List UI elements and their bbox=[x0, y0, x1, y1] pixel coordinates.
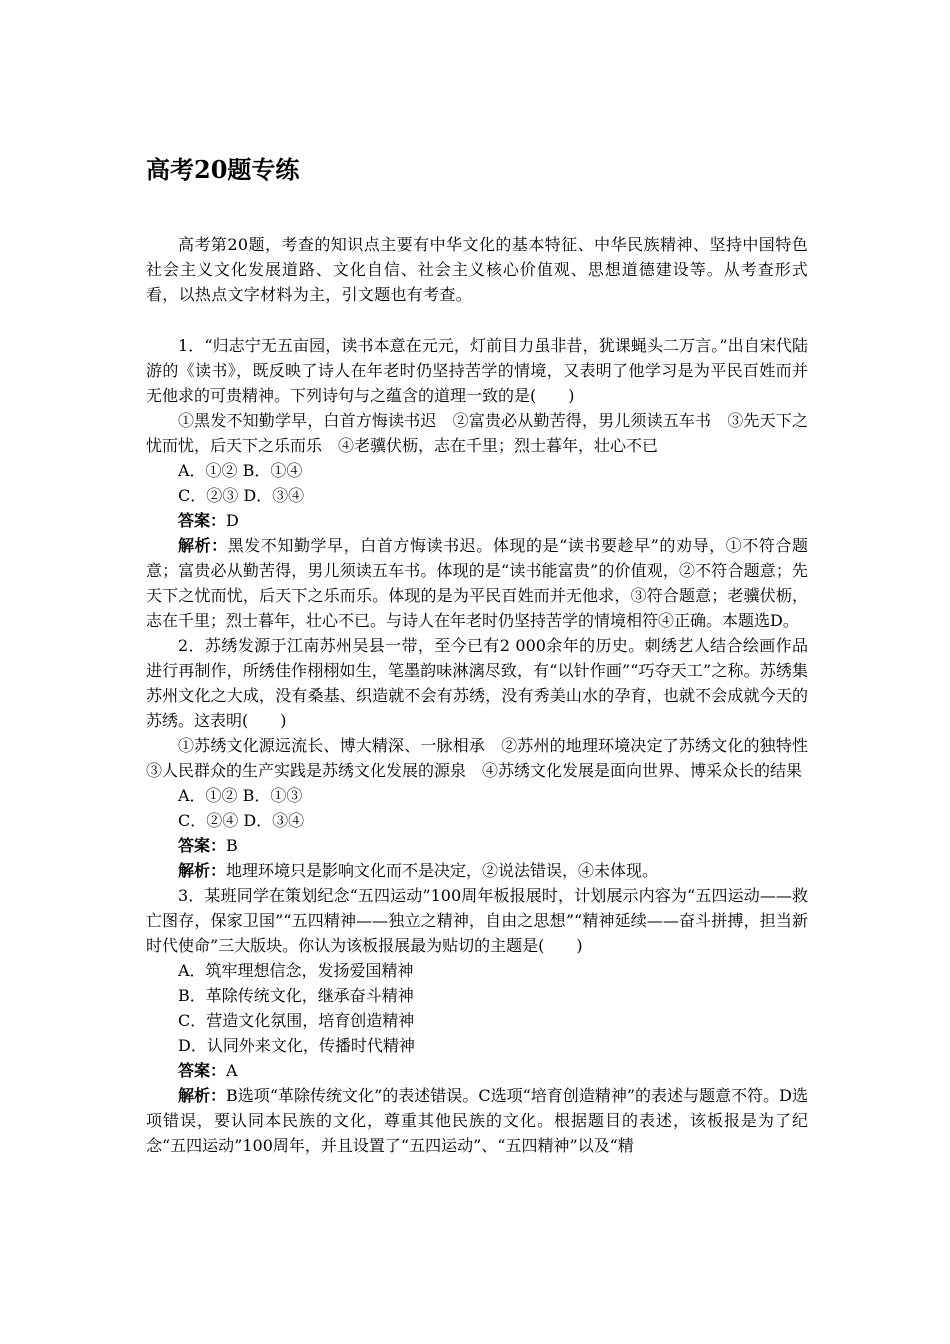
answer-line bbox=[178, 833, 808, 858]
option-line: D．认同外来文化，传播时代精神 bbox=[178, 1036, 415, 1055]
analysis-paragraph bbox=[146, 1083, 808, 1158]
analysis-label: 解析： bbox=[178, 861, 227, 880]
answer-label: 答案： bbox=[178, 511, 227, 530]
option-line: A．①② B．①④ bbox=[178, 461, 303, 480]
answer-line bbox=[178, 508, 808, 533]
option-line: B．革除传统文化，继承奋斗精神 bbox=[178, 986, 414, 1005]
question-items: ①黑发不知勤学早，白首方悔读书迟 ②富贵必从勤苦得，男儿须读五车书 ③先天下之忧而忧，后天下之乐而乐 ④老骥伏枥，志在千里；烈士暮年，壮心不已 bbox=[146, 411, 808, 455]
question-stem: 2．苏绣发源于江南苏州吴县一带，至今已有2 000余年的历史。刺绣艺人结合绘画作品进行再制作，所绣佳作栩栩如生，笔墨韵味淋漓尽致，有“以针作画”“巧夺天工”之称。苏绣集苏州文化之大成，没有桑基、织造就不会有苏绣，没有秀美山水的孕育，也就不会成就今天的苏绣。这表明( ) bbox=[146, 636, 808, 730]
analysis-label: 解析： bbox=[178, 536, 228, 555]
answer-value: B bbox=[226, 836, 238, 855]
question-3 bbox=[146, 883, 808, 1158]
question-2 bbox=[146, 633, 825, 883]
question-stem: 3．某班同学在策划纪念“五四运动”100周年板报展时，计划展示内容为“五四运动——救亡图存，保家卫国”“五四精神——独立之精神，自由之思想”“精神延续——奋斗拼搏，担当新时代使命”三大版块。你认为该板报展最为贴切的主题是( ) bbox=[146, 886, 808, 955]
answer-line bbox=[178, 1058, 808, 1083]
option-line: A．筑牢理想信念，发扬爱国精神 bbox=[178, 961, 414, 980]
analysis-text: 地理环境只是影响文化而不是决定，②说法错误，④未体现。 bbox=[226, 861, 659, 880]
answer-label: 答案： bbox=[178, 1061, 227, 1080]
analysis-label: 解析： bbox=[178, 1086, 227, 1105]
option-line: A．①② B．①③ bbox=[178, 786, 303, 805]
answer-value: A bbox=[226, 1061, 238, 1080]
analysis-paragraph bbox=[146, 533, 808, 633]
option-line: C．②④ D．③④ bbox=[178, 811, 305, 830]
answer-value: D bbox=[226, 511, 239, 530]
page-title: 高考20题专练 bbox=[146, 155, 300, 184]
answer-label: 答案： bbox=[178, 836, 227, 855]
option-line: C．②③ D．③④ bbox=[178, 486, 305, 505]
question-items: ①苏绣文化源远流长、博大精深、一脉相承 ②苏州的地理环境决定了苏绣文化的独特性 ③人民群众的生产实践是苏绣文化发展的源泉 ④苏绣文化发展是面向世界、博采众长的结果 bbox=[146, 736, 825, 780]
document-page bbox=[146, 150, 825, 1158]
analysis-text: 黑发不知勤学早，白首方悔读书迟。体现的是“读书要趁早”的劝导，①不符合题意；富贵必从勤苦得，男儿须读五车书。体现的是“读书能富贵”的价值观，②不符合题意；先天下之忧而忧，后天下之乐而乐。体现的是为平民百姓而并无他求，③符合题意；老骥伏枥，志在千里；烈士暮年，壮心不已。与诗人在年老时仍坚持苦学的情境相符④正确。本题选D。 bbox=[146, 536, 808, 630]
question-stem: 1．“归志宁无五亩园，读书本意在元元，灯前目力虽非昔，犹课蝇头二万言。”出自宋代陆游的《读书》，既反映了诗人在年老时仍坚持苦学的情境，又表明了他学习是为平民百姓而并无他求的可贵精神。下列诗句与之蕴含的道理一致的是( ) bbox=[146, 336, 808, 405]
intro-paragraph: 高考第20题，考查的知识点主要有中华文化的基本特征、中华民族精神、坚持中国特色社会主义文化发展道路、文化自信、社会主义核心价值观、思想道德建设等。从考查形式看，以热点文字材料为主，引文题也有考查。 bbox=[146, 235, 808, 304]
analysis-text: B选项“革除传统文化”的表述错误。C选项“培育创造精神”的表述与题意不符。D选项错误，要认同本民族的文化，尊重其他民族的文化。根据题目的表述，该板报是为了纪念“五四运动”100周年，并且设置了“五四运动”、“五四精神”以及“精 bbox=[146, 1086, 808, 1155]
analysis-paragraph bbox=[146, 858, 808, 883]
question-1 bbox=[146, 333, 808, 633]
option-line: C．营造文化氛围，培育创造精神 bbox=[178, 1011, 415, 1030]
